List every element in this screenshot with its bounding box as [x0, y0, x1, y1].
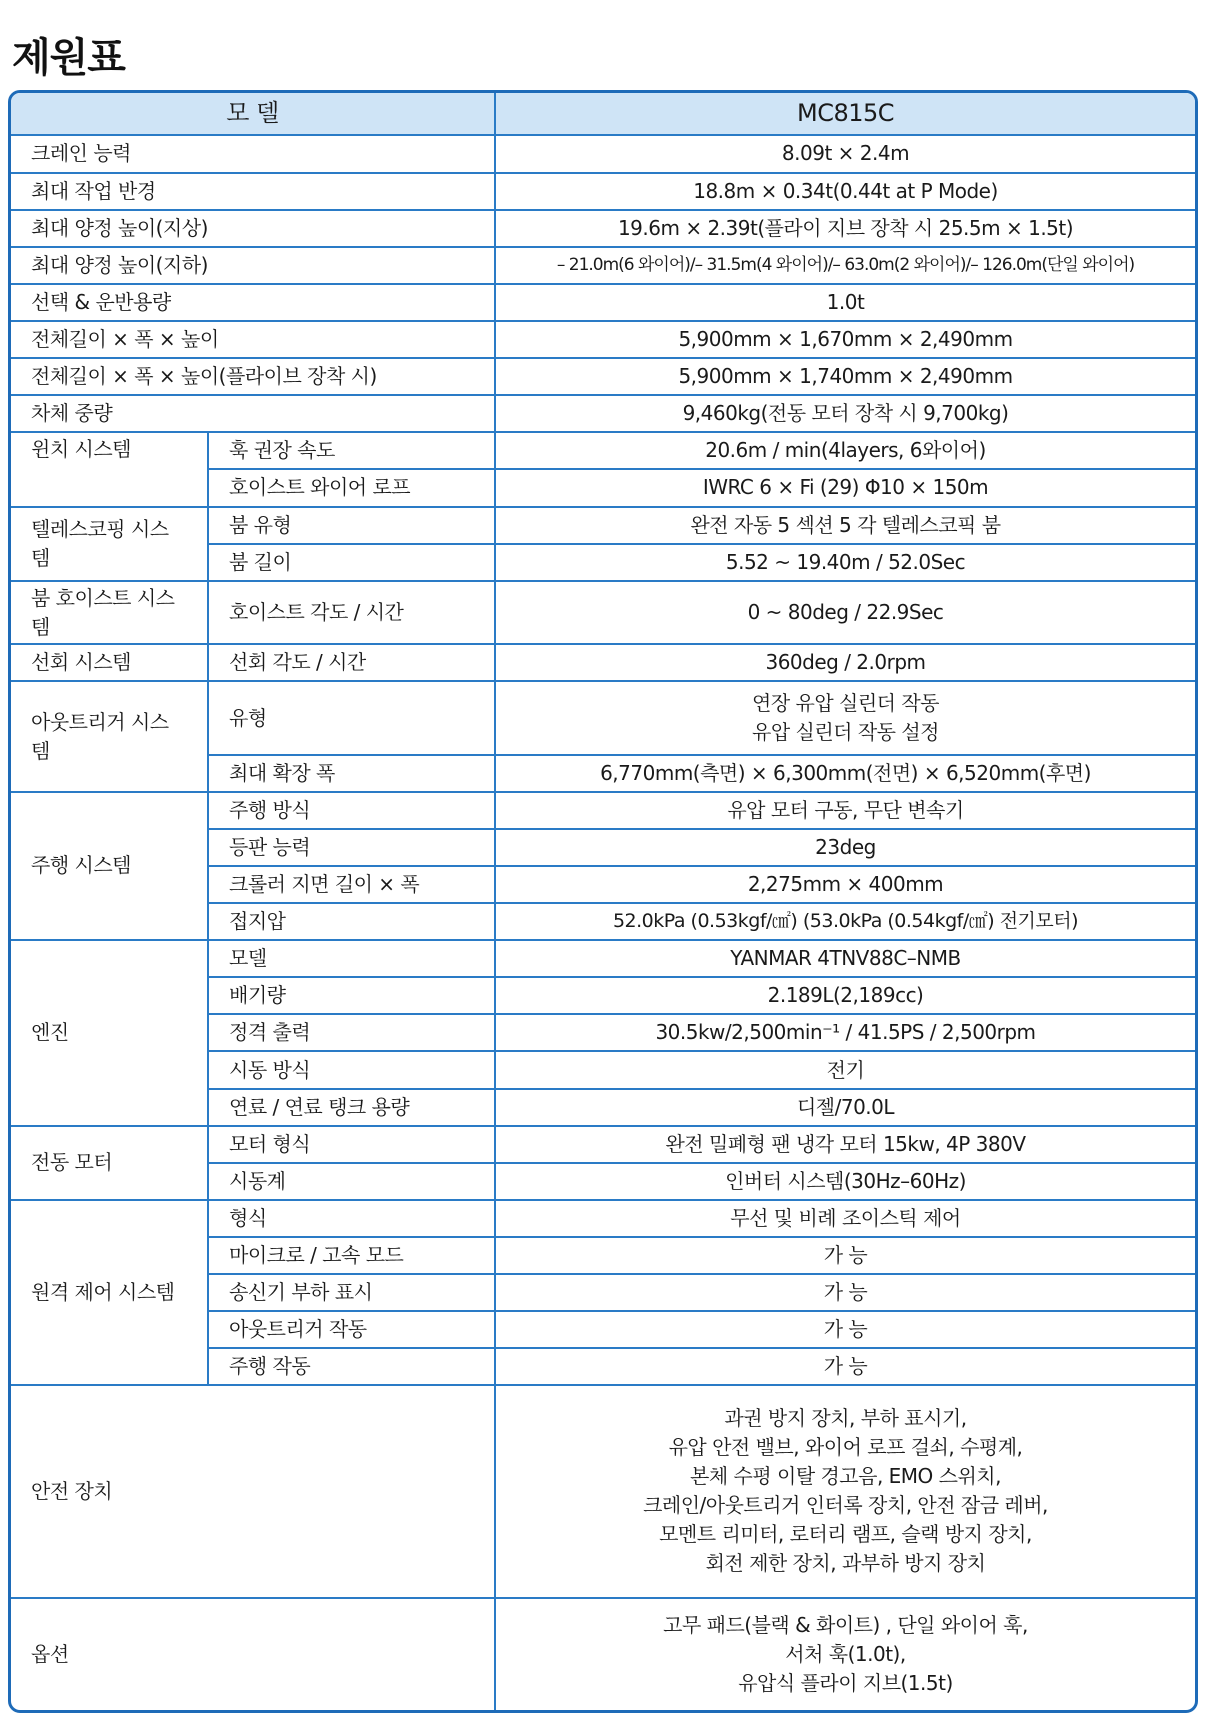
value-line: 회전 제한 장치, 과부하 방지 장치 — [705, 1551, 986, 1576]
row-value: 18.8m × 0.34t(0.44t at P Mode) — [495, 173, 1195, 210]
sub-label: 붐 유형 — [208, 507, 495, 544]
table-row — [11, 507, 1195, 544]
value-line: 연장 유압 실린더 작동 — [752, 691, 939, 716]
sub-label: 배기량 — [208, 977, 495, 1014]
group-label: 주행 시스템 — [11, 792, 208, 940]
row-value: 360deg / 2.0rpm — [495, 644, 1195, 681]
row-label: 크레인 능력 — [11, 135, 495, 172]
safety-value — [495, 1385, 1195, 1597]
sub-label: 호이스트 각도 / 시간 — [208, 581, 495, 645]
page-title: 제원표 — [12, 35, 125, 81]
table-row — [11, 1598, 1195, 1710]
table-row — [11, 173, 1195, 210]
sub-label: 아웃트리거 작동 — [208, 1311, 495, 1348]
value-line: 유압 실린더 작동 설정 — [752, 720, 939, 745]
row-label: 전체길이 × 폭 × 높이(플라이브 장착 시) — [11, 358, 495, 395]
options-label: 옵션 — [11, 1598, 495, 1710]
row-label: 전체길이 × 폭 × 높이 — [11, 321, 495, 358]
row-value: 6,770mm(측면) × 6,300mm(전면) × 6,520mm(후면) — [495, 755, 1195, 792]
row-value: 0 ~ 80deg / 22.9Sec — [495, 581, 1195, 645]
sub-label: 주행 작동 — [208, 1348, 495, 1385]
value-line: 유압식 플라이 지브(1.5t) — [738, 1670, 953, 1695]
value-line: 모멘트 리미터, 로터리 램프, 슬랙 방지 장치, — [659, 1522, 1032, 1547]
table-row — [11, 792, 1195, 829]
group-label: 아웃트리거 시스템 — [11, 681, 208, 791]
row-value: 30.5kw/2,500min⁻¹ / 41.5PS / 2,500rpm — [495, 1014, 1195, 1051]
table-row — [11, 1200, 1195, 1237]
table-row — [11, 395, 1195, 432]
row-value: 전기 — [495, 1051, 1195, 1088]
value-line: 서처 훅(1.0t), — [785, 1641, 906, 1666]
table-row — [11, 644, 1195, 681]
row-value: 2.189L(2,189cc) — [495, 977, 1195, 1014]
group-label: 선회 시스템 — [11, 644, 208, 681]
row-value: 완전 밀폐형 팬 냉각 모터 15kw, 4P 380V — [495, 1126, 1195, 1163]
table-row — [11, 681, 1195, 754]
row-value: 완전 자동 5 섹션 5 각 텔레스코픽 붐 — [495, 507, 1195, 544]
sub-label: 최대 확장 폭 — [208, 755, 495, 792]
value-line: 유압 안전 밸브, 와이어 로프 걸쇠, 수평계, — [668, 1435, 1023, 1460]
sub-label: 호이스트 와이어 로프 — [208, 469, 495, 506]
table-row — [11, 1126, 1195, 1163]
row-value: 2,275mm × 400mm — [495, 866, 1195, 903]
group-label: 윈치 시스템 — [11, 432, 208, 506]
sub-label: 마이크로 / 고속 모드 — [208, 1237, 495, 1274]
group-label: 텔레스코핑 시스템 — [11, 507, 208, 581]
row-value: 가 능 — [495, 1274, 1195, 1311]
group-label: 붐 호이스트 시스템 — [11, 581, 208, 645]
table-row — [11, 210, 1195, 247]
row-value: – 21.0m(6 와이어)/– 31.5m(4 와이어)/– 63.0m(2 와이어)/– 126.0m(단일 와이어) — [495, 247, 1195, 284]
table-row — [11, 247, 1195, 284]
sub-label: 크롤러 지면 길이 × 폭 — [208, 866, 495, 903]
row-label: 차체 중량 — [11, 395, 495, 432]
row-value: 인버터 시스템(30Hz–60Hz) — [495, 1163, 1195, 1200]
table-row — [11, 135, 1195, 172]
sub-label: 주행 방식 — [208, 792, 495, 829]
table-row — [11, 284, 1195, 321]
table-row — [11, 358, 1195, 395]
row-label: 최대 작업 반경 — [11, 173, 495, 210]
row-value: 20.6m / min(4layers, 6와이어) — [495, 432, 1195, 469]
spec-table-frame — [8, 90, 1198, 1713]
row-value: 5.52 ~ 19.40m / 52.0Sec — [495, 544, 1195, 581]
table-row — [11, 321, 1195, 358]
sub-label: 정격 출력 — [208, 1014, 495, 1051]
row-value: 5,900mm × 1,740mm × 2,490mm — [495, 358, 1195, 395]
row-label: 선택 & 운반용량 — [11, 284, 495, 321]
table-row — [11, 1385, 1195, 1597]
sub-label: 형식 — [208, 1200, 495, 1237]
group-label: 원격 제어 시스템 — [11, 1200, 208, 1386]
row-value: 가 능 — [495, 1311, 1195, 1348]
sub-label: 연료 / 연료 탱크 용량 — [208, 1089, 495, 1126]
row-value-multiline — [495, 681, 1195, 754]
table-row — [11, 432, 1195, 469]
safety-label: 안전 장치 — [11, 1385, 495, 1597]
row-label: 최대 양정 높이(지하) — [11, 247, 495, 284]
row-label: 최대 양정 높이(지상) — [11, 210, 495, 247]
group-label: 전동 모터 — [11, 1126, 208, 1200]
row-value: 23deg — [495, 829, 1195, 866]
sub-label: 선회 각도 / 시간 — [208, 644, 495, 681]
row-value: 가 능 — [495, 1348, 1195, 1385]
header-model-value: MC815C — [495, 93, 1195, 135]
sub-label: 붐 길이 — [208, 544, 495, 581]
spec-table — [11, 93, 1195, 1710]
row-value: 9,460kg(전동 모터 장착 시 9,700kg) — [495, 395, 1195, 432]
sub-label: 송신기 부하 표시 — [208, 1274, 495, 1311]
sub-label: 유형 — [208, 681, 495, 754]
value-line: 본체 수평 이탈 경고음, EMO 스위치, — [690, 1464, 1001, 1489]
value-line: 크레인/아웃트리거 인터록 장치, 안전 잠금 레버, — [643, 1493, 1048, 1518]
table-row — [11, 581, 1195, 645]
row-value: 19.6m × 2.39t(플라이 지브 장착 시 25.5m × 1.5t) — [495, 210, 1195, 247]
row-value: 1.0t — [495, 284, 1195, 321]
value-line: 과권 방지 장치, 부하 표시기, — [724, 1406, 967, 1431]
table-row — [11, 940, 1195, 977]
sub-label: 훅 권장 속도 — [208, 432, 495, 469]
row-value: YANMAR 4TNV88C–NMB — [495, 940, 1195, 977]
group-label: 엔진 — [11, 940, 208, 1126]
header-model-label: 모 델 — [11, 93, 495, 135]
row-value: IWRC 6 × Fi (29) Φ10 × 150m — [495, 469, 1195, 506]
sub-label: 모델 — [208, 940, 495, 977]
row-value: 무선 및 비례 조이스틱 제어 — [495, 1200, 1195, 1237]
sub-label: 시동 방식 — [208, 1051, 495, 1088]
sub-label: 시동계 — [208, 1163, 495, 1200]
sub-label: 접지압 — [208, 903, 495, 940]
options-value — [495, 1598, 1195, 1710]
row-value: 디젤/70.0L — [495, 1089, 1195, 1126]
row-value: 5,900mm × 1,670mm × 2,490mm — [495, 321, 1195, 358]
sub-label: 모터 형식 — [208, 1126, 495, 1163]
sub-label: 등판 능력 — [208, 829, 495, 866]
row-value: 52.0kPa (0.53kgf/㎠) (53.0kPa (0.54kgf/㎠) 전기모터) — [495, 903, 1195, 940]
value-line: 고무 패드(블랙 & 화이트) , 단일 와이어 훅, — [663, 1612, 1028, 1637]
table-header-row — [11, 93, 1195, 135]
row-value: 8.09t × 2.4m — [495, 135, 1195, 172]
row-value: 유압 모터 구동, 무단 변속기 — [495, 792, 1195, 829]
row-value: 가 능 — [495, 1237, 1195, 1274]
